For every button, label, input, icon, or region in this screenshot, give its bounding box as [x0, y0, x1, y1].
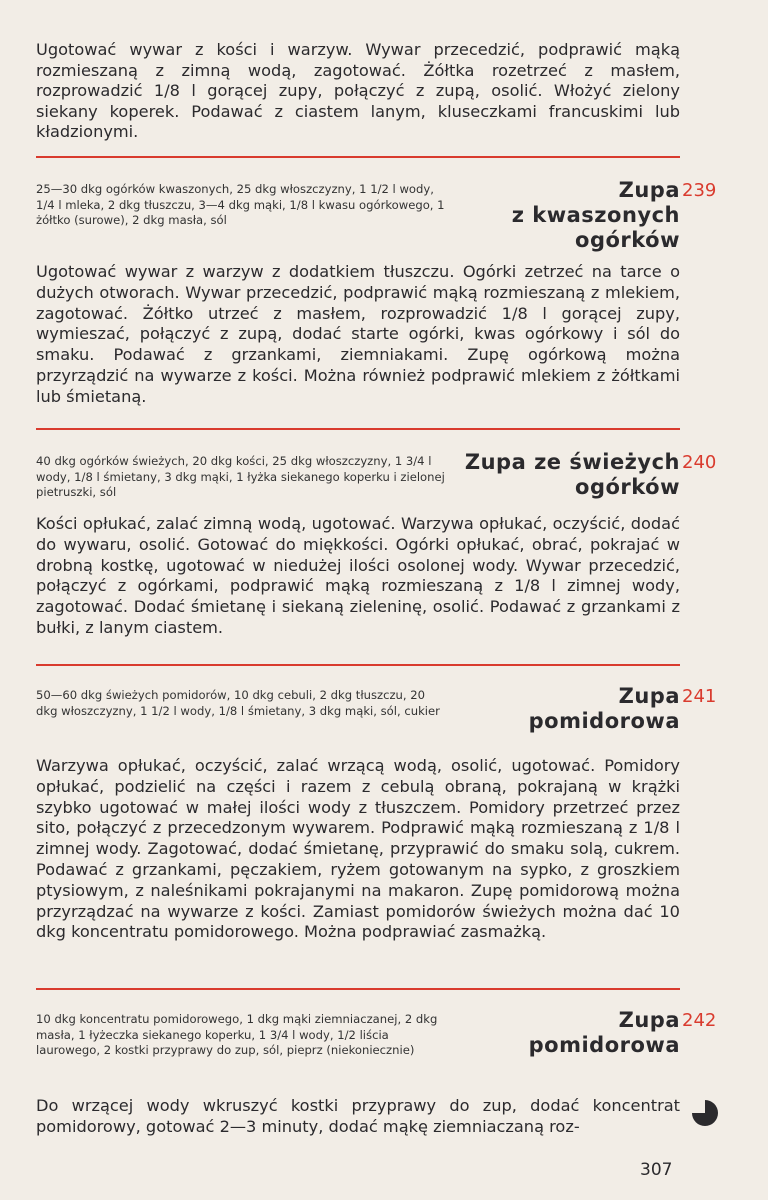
- recipe-title: [440, 1008, 680, 1058]
- title-line: ogórków: [575, 228, 680, 252]
- recipe-240: [36, 450, 736, 660]
- title-line: z kwaszonych: [511, 203, 680, 227]
- recipe-title: [440, 684, 680, 734]
- title-line: Zupa: [618, 1008, 680, 1032]
- divider-rule: [36, 664, 680, 666]
- recipe-239: [36, 178, 736, 428]
- recipe-number: 240: [682, 452, 717, 473]
- ingredients-list: 25—30 dkg ogórków kwaszonych, 25 dkg włoszczyzny, 1 1/2 l wody, 1/4 l mleka, 2 dkg tłuszczu, 3—4 dkg mąki, 1/8 l kwasu ogórkowego, 1 żółtko (surowe), 2 dkg masła, sól: [36, 182, 445, 227]
- ingredients-list: 50—60 dkg świeżych pomidorów, 10 dkg cebuli, 2 dkg tłuszczu, 20 dkg włoszczyzny, 1 1/2 l wody, 1/8 l śmietany, 3 dkg mąki, sól, cukier: [36, 688, 440, 718]
- recipe-instructions: Ugotować wywar z warzyw z dodatkiem tłuszczu. Ogórki zetrzeć na tarce o dużych otworach. Wywar przecedzić, podprawić mąką rozmieszaną z mlekiem, zagotować. Żółtko utrzeć z masłem, rozprowadzić 1/8 l gorącej zupy, wymieszać, połączyć z zupą, dodać starte ogórki, kwas ogórkowy i sól do smaku. Podawać z grzankami, ziemniakami. Zupę ogórkową można przyrządzić na wywarze z kości. Można również podprawić mlekiem z żółtkami lub śmietaną.: [36, 262, 680, 406]
- recipe-241: [36, 684, 736, 984]
- recipe-title: [400, 450, 680, 500]
- title-line: Zupa: [618, 684, 680, 708]
- intro-text: Ugotować wywar z kości i warzyw. Wywar przecedzić, podprawić mąką rozmieszaną z zimną wodą, zagotować. Żółtka rozetrzeć z masłem, rozprowadzić 1/8 l gorącej zupy, połączyć z zupą, osolić. Włożyć zielony siekany koperek. Podawać z ciastem lanym, kluseczkami francuskimi lub kładzionymi.: [36, 40, 680, 141]
- divider-rule: [36, 428, 680, 430]
- recipe-instructions: Warzywa opłukać, oczyścić, zalać wrzącą wodą, osolić, ugotować. Pomidory opłukać, podzielić na części i razem z cebulą obraną, pokrajaną w krążki szybko ugotować w małej ilości wody z tłuszczem. Pomidory przetrzeć przez sito, połączyć z przecedzonym wywarem. Podprawić mąką rozmieszaną z 1/8 l zimnej wody. Zagotować, dodać śmietanę, przyprawić do smaku solą, cukrem. Podawać z grzankami, pęczakiem, ryżem gotowanym na sypko, z groszkiem ptysiowym, z naleśnikami pokrajanymi na makaron. Zupę pomidorową można przyrządzać na wywarze z kości. Zamiast pomidorów świeżych można dać 10 dkg koncentratu pomidorowego. Można podprawiać zasmażką.: [36, 756, 680, 942]
- title-line: pomidorowa: [528, 1033, 680, 1057]
- divider-rule: [36, 988, 680, 990]
- recipe-title: [440, 178, 680, 253]
- recipe-number: 242: [682, 1010, 717, 1031]
- recipe-instructions: Kości opłukać, zalać zimną wodą, ugotować. Warzywa opłukać, oczyścić, dodać do wywaru, osolić. Gotować do miękkości. Ogórki opłukać, obrać, pokrajać w drobną kostkę, ugotować w niedużej ilości osolonej wody. Wywar przecedzić, połączyć z ogórkami, podprawić mąką rozmieszaną z 1/8 l zimnej wody, zagotować. Dodać śmietanę i siekaną zieleninę, osolić. Podawać z grzankami z bułki, z lanym ciastem.: [36, 514, 680, 637]
- divider-rule: [36, 156, 680, 158]
- title-line: pomidorowa: [528, 709, 680, 733]
- page-number: 307: [640, 1160, 673, 1180]
- recipe-number: 241: [682, 686, 717, 707]
- title-line: Zupa: [618, 178, 680, 202]
- recipe-number: 239: [682, 180, 717, 201]
- recipe-242: [36, 1008, 736, 1148]
- title-line: ogórków: [575, 475, 680, 499]
- recipe-instructions: Do wrzącej wody wkruszyć kostki przyprawy do zup, dodać koncentrat pomidorowy, gotować 2—3 minuty, dodać mąkę ziemniaczaną roz-: [36, 1096, 680, 1136]
- ingredients-list: 40 dkg ogórków świeżych, 20 dkg kości, 25 dkg włoszczyzny, 1 3/4 l wody, 1/8 l śmietany, 3 dkg mąki, 1 łyżka siekanego koperku i zielonej pietruszki, sól: [36, 454, 445, 499]
- ingredients-list: 10 dkg koncentratu pomidorowego, 1 dkg mąki ziemniaczanej, 2 dkg masła, 1 łyżeczka siekanego koperku, 1 3/4 l wody, 1/2 liścia laurowego, 2 kostki przyprawy do zup, sól, pieprz (niekoniecznie): [36, 1012, 438, 1057]
- title-line: Zupa ze świeżych: [464, 450, 680, 474]
- pie-clock-icon: [690, 1098, 720, 1128]
